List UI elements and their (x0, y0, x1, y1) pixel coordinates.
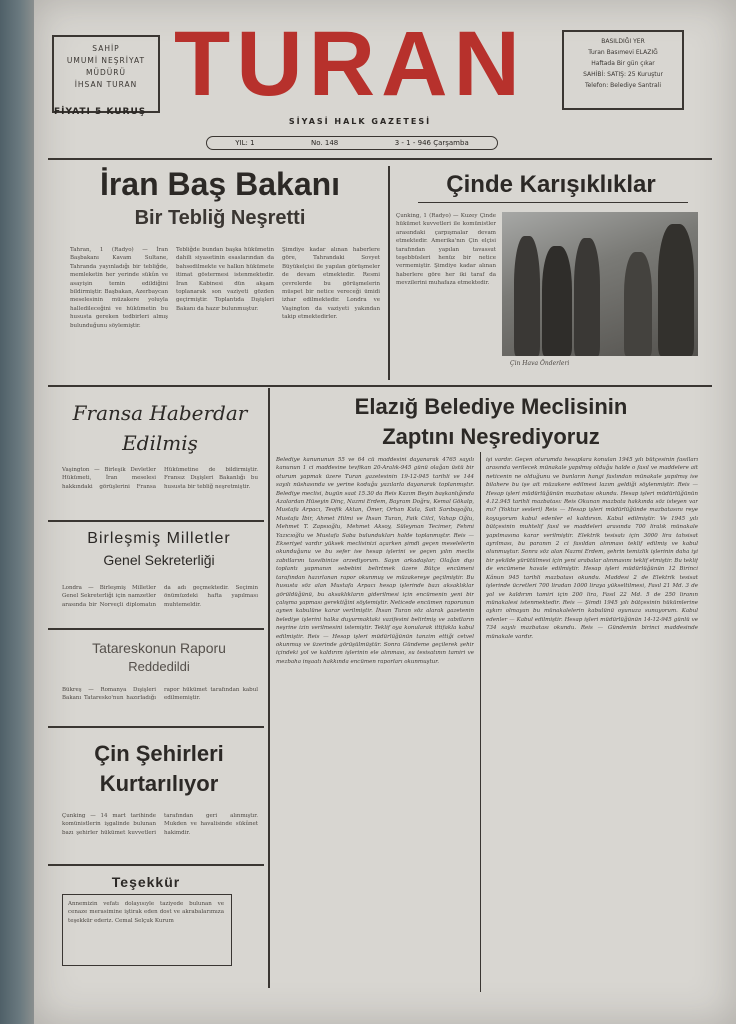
print-info-line: Telefon: Belediye Santrali (584, 82, 662, 89)
iran-body-col2: Tebliğde bundan başka hükümetin dahili siyasetinin esaslarından da bahsedilmekte ve halkın hükümete itimat göstermesi istenmektedir. İran Kabinesi dün akşam toplanarak son vaziyeti gözden geçirmiştir. Toplantıda Dışişleri Bakanı da hazır bulunmuştur. (176, 247, 274, 312)
publisher-box (52, 35, 160, 113)
column-rule-top (388, 166, 390, 380)
publisher-line: SAHİP (92, 44, 120, 53)
issue-date: 3 - 1 - 946 Çarşamba (394, 139, 469, 147)
iran-body-col1: Tahran, 1 (Radyo) — İran Başbakanı Kavam Sultane, Tahranda yayınladığı bir tebliğde, memleketin her yerinde sükûn ve asayişin temin edildiğini bildirmiştir. Başbakan, Azerbaycan meselesinin müzakere yoluyla halledileceğini ve hükümetin bu hususta gereken tedbirleri almış bulunduğunu söylemiştir. (70, 247, 168, 329)
iran-body-col3: Şimdiye kadar alınan haberlere göre, Tahrandaki Sovyet Büyükelçisi ile yapılan görüşmeler de devam etmektedir. Resmi çevrelerde bu görüşmelerin müspet bir netice vereceği ümidi izhar edilmektedir. Londra ve Vaşington da vaziyeti yakından takip etmektedirler. (282, 247, 380, 321)
page-binding-edge (0, 0, 34, 1024)
column-rule-right (480, 452, 481, 992)
iran-subhead: Bir Tebliğ Neşretti (134, 207, 306, 229)
print-info-box (562, 30, 684, 110)
publisher-line: UMUMİ NEŞRİYAT (66, 56, 146, 65)
elazig-body-col2: işi vardır. Geçen oturumda hesaplara konulan 1945 yılı bütçesinin fasılları arasında verilecek münakale yapılmış olduğu halde o fasıl ve maddelere ait neticenin ne olduğunu ve bunların hangi faslından münakale yapılmış ise bilahere bu işe ait müzakere edilmesi lazım geldiği söylenmiştir. Reis — Hesap işleri müdürlüğünün mazbatası okundu. Hesap işleri müdürlüğünün 4.12.945 tarihli mazbatası: Reis Okunan mazbata hakkında söz isteyen var mı? (Yoktur sesleri) Reis — Hesap işleri müdürlüğünde mazbatasını reye koyuyorum kabul edenler el kaldırsın. Kabul edilmiştir. Ve 1945 yılı bütçesinin muhtelif fasıl ve maddeleri arasında 700 liralık münakale yapılmasına karar verilmiştir. Elektrik tesisatı için 3000 lira tahsisat ayrılması, bu paranın 2 ci fasıldan alınması teklif edilmiş ve kabul olunmuştur. Sonra söz alan Nazmi Erdem, şehrin temizlik işlerinin daha iyi bir şekilde yürütülmesi için yeni arabalar alınmasını teklif etmiştir. Bu teklif de encümene havale edilmiştir. Hesap işleri müdürlüğünün 12 Birinci Kânun 945 tarihli mazbatası okundu. Maddesi 2 de Elektrik tesisat işlerinde ücretleri 700 liradan 1000 liraya yükseltilmesi, Fasıl 21 Md. 3 de yol ve kaldırım tamiri için 200 lira, Fasıl 22 Md. 5 de 250 liranın münakalesi istenmektedir. Reis — Şimdi 1945 yılı bütçesinin hükümlerine aykırı olmayan bu münakalelerin kabulünü oyunuza sunuyorum. Kabul edenler — Kabul edilmiştir. Hesap işleri müdürlüğünün 14-12-945 günlü ve 734 sayılı mazbatası okundu. Reis — Gündemin birinci maddesinde münakale vardır. (486, 457, 698, 640)
print-info-line: BASILDIĞI YER (601, 38, 645, 45)
iran-headline: İran Baş Bakanı (99, 166, 341, 202)
cinde-body: Çunking, 1 (Radyo) — Kuzey Çinde hükümet kuvvetleri ile komünistler arasındaki çarpışmalar devam etmektedir. Amerika'nın Çin elçisi tarafından yapılan tavassut teşebbüsleri henüz bir netice vermemiştir. Şimdiye kadar alınan haberlere göre her iki taraf da mevzilerini muhafaza etmektedir. (396, 213, 496, 287)
print-info-line: Turan Basımevi ELAZIĞ (588, 49, 658, 56)
photo-caption: Çin Hava Önderleri (510, 360, 570, 367)
side-rule-3 (48, 726, 264, 728)
print-info-line: SAHİBİ: SATIŞ: 25 Kuruştur (583, 71, 663, 78)
column-rule-left (268, 388, 270, 988)
dateline (206, 136, 498, 150)
tataresko-body: Bükreş — Romanya Dışişleri Bakanı Tataresko'nun hazırladığı rapor hükümet tarafından kabul edilmemiştir. (62, 687, 258, 702)
price-label: FİYATI 5 KURUŞ (54, 107, 147, 117)
paper-subtitle: SİYASİ HALK GAZETESİ (288, 117, 432, 126)
masthead-title: TURAN (174, 13, 526, 115)
tataresko-subhead: Reddedildi (128, 659, 190, 674)
elazig-headline-line2: Zaptını Neşrediyoruz (382, 424, 600, 449)
cin-sehirleri-headline: Çin Şehirleri (94, 741, 224, 766)
cinde-underline (418, 202, 688, 203)
cin-sehirleri-subhead: Kurtarılıyor (99, 771, 219, 796)
mid-rule (48, 385, 712, 387)
top-rule (48, 158, 712, 160)
cin-sehirleri-body: Çunking — 14 mart tarihinde komünistlerin işgalinde bulunan bazı şehirler hükümet kuvvetleri tarafından geri alınmıştır. Mukden ve havalisinde sükûnet hakimdir. (62, 813, 258, 836)
elazig-headline-line1: Elazığ Belediye Meclisinin (354, 394, 628, 419)
tesekkur-headline: Teşekkür (111, 874, 181, 890)
issue-number: No. 148 (311, 139, 339, 147)
birlesmis-subhead: Genel Sekreterliği (103, 552, 215, 568)
side-rule-2 (48, 628, 264, 630)
year-label: YIL: 1 (235, 139, 255, 147)
side-rule-4 (48, 864, 264, 866)
print-info-line: Haftada Bir gün çıkar (591, 60, 655, 67)
cinde-headline: Çinde Karışıklıklar (446, 171, 656, 198)
publisher-line: MÜDÜRÜ (86, 68, 126, 77)
tesekkur-body: Annemizin vefatı dolayısıyle taziyede bulunan ve cenaze merasimine iştirak eden dost ve akrabalarımıza teşekkür ederiz. Cemal Selçuk Kurum (68, 901, 224, 924)
tataresko-headline: Tatareskonun Raporu (92, 640, 226, 656)
side-rule-1 (48, 520, 264, 522)
publisher-line: İHSAN TURAN (74, 80, 138, 89)
fransa-body: Vaşington — Birleşik Devletler Hükümeti, İran meselesi hakkındaki görüşlerini Fransa Hükümetine de bildirmiştir. Fransız Dışişleri Bakanlığı bu hususta bir tebliğ neşretmiştir. (62, 467, 258, 490)
fransa-headline: Fransa Haberdar Edilmiş (72, 401, 248, 455)
cinde-photo (502, 212, 698, 356)
birlesmis-body: Londra — Birleşmiş Milletler Genel Sekreterliği için namzetler arasında bir Norveçli diplomatın da adı geçmektedir. Seçimin önümüzdeki hafta yapılması muhtemeldir. (62, 585, 258, 608)
elazig-body-col1: Belediye kanununun 55 ve 64 cü maddesini dayanarak 4765 sayılı kanunun 1 ci maddesine tevfikan 20-Aralık-945 günü olağan üstü bir oturum yapmak üzere Turan gazetesinin 19-12-945 tarihli ve 144 sayılı nüshasında ve yerine koduğu yazılarla dayanarak toplanmıştır. Belediye meclisi, bugün saat 15.30 da Reis Kazım Beyin başkanlığında Azalardan Hüseyin Dinç, Nazmi Erdem, Bayram Doğru, Kemal Gökalp, Mustafa Arpacı, Teofik Aktan, Ömer, Orhan Kula, Sait Sarıbaşoğlu, Mustafa İbir, Ahmet Hilmi ve İhsan Turan, Faik Cilcl, Vahap Oğlu, Mehmet T. Zapsıoğlu, Mehmet Aksoy, Süleyman Tecimer, Fehmi Yazıcıoğlu ve Mustafa Saba bulundukları halde toplanmıştır. Reis — Ekseriyet vardır yüksek meclisinizi açarken şimdi geçen meselelerin okunduğunu ve bu sefer ise hesap işlerini ve geçen yılın meclis zabıtlarını tasvibinize arzediyorum. Sayın arkadaşlar; Olağan dışı toplantı yapmanın sebebini belirtmek üzere Bütçe encümeni tarafından hazırlanan rapor okunmuş ve müzakereye geçilmiştir. Bu hususta söz alan Mustafa Arpacı hesap işlerinde bazı aksaklıklar görüldüğünü, bu aksaklıkların giderilmesi için encümenin yeni bir çalışma yapması gerektiğini söylemiştir. Neticede encümen raporunun aynen kabulüne karar verilmiştir. İhsan Turan söz alarak gazetenin belediye işlerini halka duyurmaktaki vazifesini belirtmiş ve zabıtların neşrine izin verilmesini istemiştir. Teklif oya konularak ittifakla kabul edilmiştir. Reis — Hesap işleri müdürlüğünün tanzim ettiği cetvel okunmuş ve üzerinde görüşülmüştür. Sonra Gündeme geçilerek şehir içindeki yol ve kaldırım işlerinin ele alınması, su tesisatının tamiri ve mezbaha inşaatı hakkında encümen raporları okunmuştur. (276, 457, 474, 665)
birlesmis-headline: Birleşmiş Milletler (87, 530, 231, 547)
